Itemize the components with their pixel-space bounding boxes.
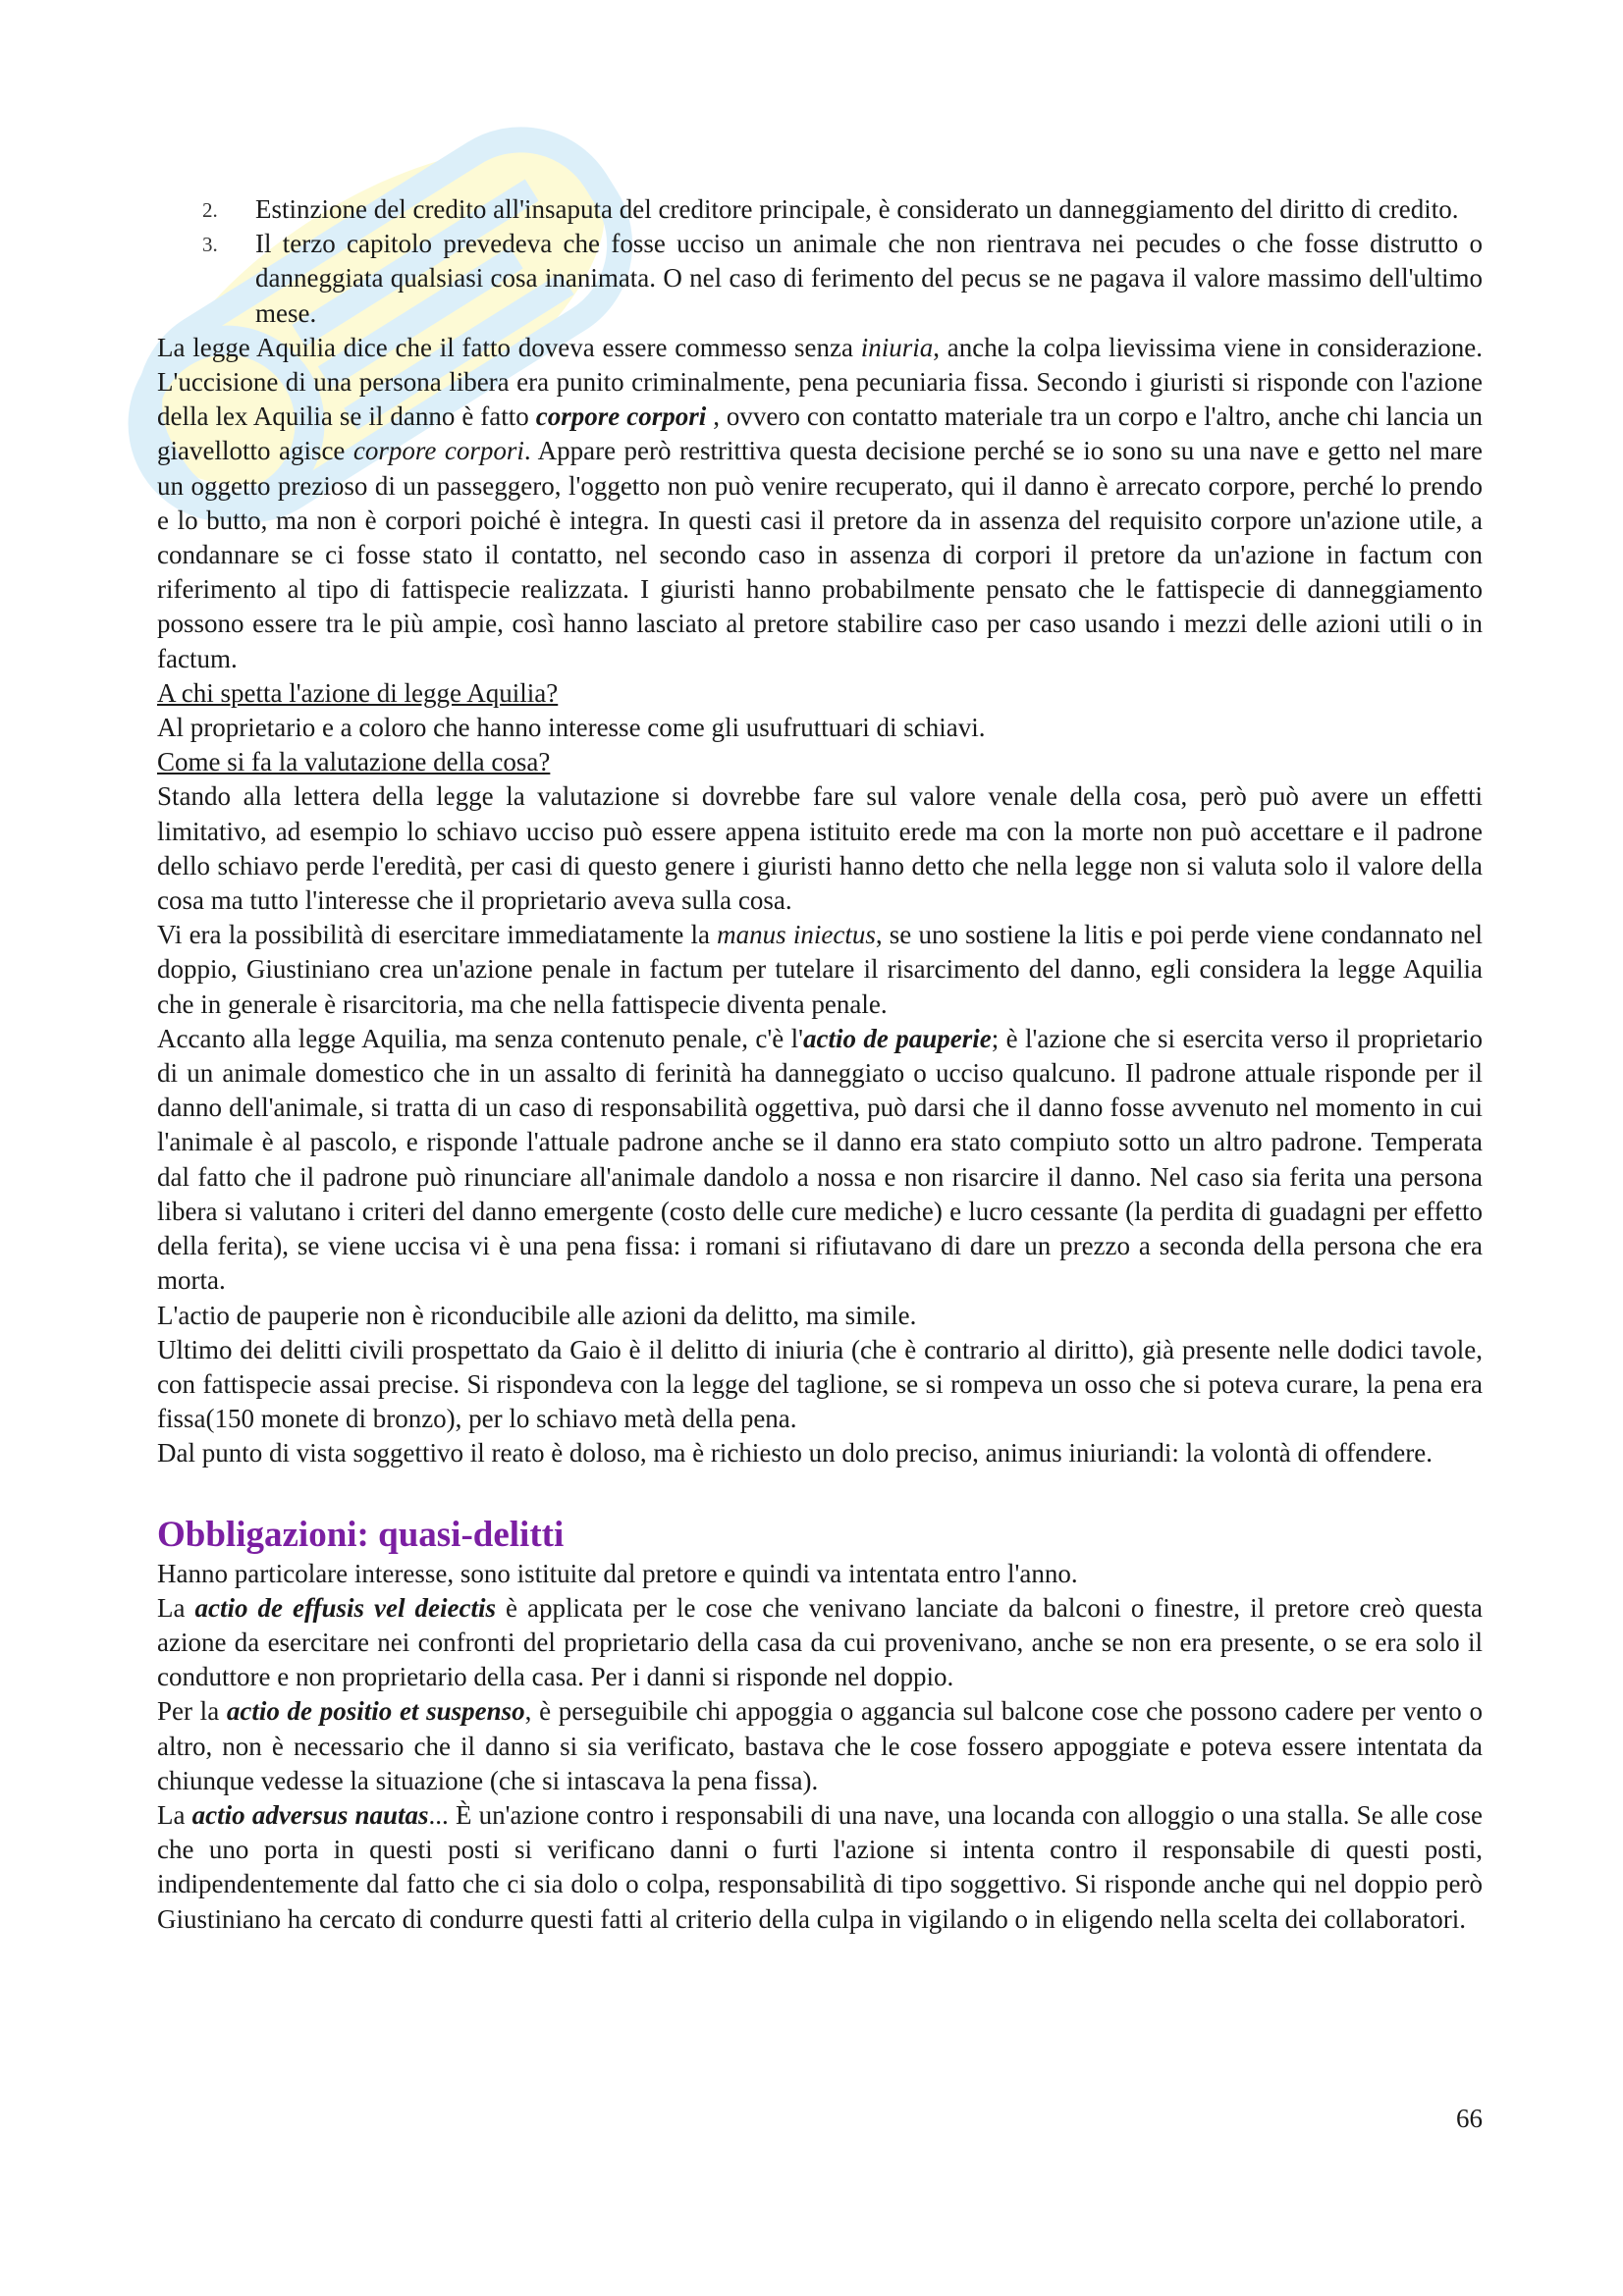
paragraph-manus-iniectus: Vi era la possibilità di esercitare immediatamente la manus iniectus, se uno sostiene la litis e poi perde viene condannato nel doppio, Giustiniano crea un'azione penale in factum per tutelare il risarcimento del danno, egli considera la legge Aquilia che in generale è risarcitoria, ma che nella fattispecie diventa penale. (157, 920, 1483, 1019)
paragraph-nautas: La actio adversus nautas... È un'azione contro i responsabili di una nave, una locanda con alloggio o una stalla. Se alle cose che uno porta in questi posti si verificano danni o furti l'azione si intenta contro il responsabile di questi posti, indipendentemente dal fatto che ci sia dolo o colpa, responsabilità di tipo soggettivo. Si risponde anche qui nel doppio però Giustiniano ha cercato di condurre questi fatti al criterio della culpa in vigilando o in eligendo nella scelta dei collaboratori. (157, 1799, 1483, 1934)
numbered-list (157, 192, 1483, 331)
list-item (157, 192, 1483, 227)
list-item (157, 227, 1483, 331)
paragraph-riconducibile: L'actio de pauperie non è riconducibile alle azioni da delitto, ma simile. (157, 1300, 917, 1330)
paragraph-doloso: Dal punto di vista soggettivo il reato è doloso, ma è richiesto un dolo preciso, animus iniuriandi: la volontà di offendere. (157, 1438, 1433, 1468)
paragraph-positio: Per la actio de positio et suspenso, è perseguibile chi appoggia o aggancia sul balcone cose che possono cadere per vento o altro, non è necessario che il danno si sia verificato, bastava che le cose fossero appoggiate e poteva essere intentata da chiunque vedesse la situazione (che si intascava la pena fissa). (157, 1696, 1483, 1795)
paragraph-actio-de-pauperie: Accanto alla legge Aquilia, ma senza contenuto penale, c'è l'actio de pauperie; è l'azione che si esercita verso il proprietario di un animale domestico che in un assalto di ferinità ha danneggiato o ucciso qualcuno. Il padrone attuale risponde per il danno dell'animale, si tratta di un caso di responsabilità oggettiva, può darsi che il danno fosse avvenuto nel momento in cui l'animale è al pascolo, e risponde l'attuale padrone anche se il danno era stato compiuto sotto un altro padrone. Temperata dal fatto che il padrone può rinunciare all'animale dandolo a nossa e non risarcire il danno. Nel caso sia ferita una persona libera si valutano i criteri del danno emergente (costo delle cure mediche) e lucro cessante (la perdita di guadagni per effetto della ferita), se viene uccisa vi è una pena fissa: i romani si rifiutavano di dare un prezzo a seconda della persona che era morta. (157, 1023, 1483, 1296)
answer-paragraph: Al proprietario e a coloro che hanno interesse come gli usufruttuari di schiavi. (157, 713, 986, 743)
paragraph-iniuria: Ultimo dei delitti civili prospettato da Gaio è il delitto di iniuria (che è contrario al diritto), già presente nelle dodici tavole, con fattispecie assai precise. Si rispondeva con la legge del taglione, se si rompeva un osso che si poteva curare, la pena era fissa(150 monete di bronzo), per lo schiavo metà della pena. (157, 1334, 1483, 1434)
answer-paragraph: Stando alla lettera della legge la valutazione si dovrebbe fare sul valore venale della cosa, però può avere un effetti limitativo, ad esempio lo schiavo ucciso può essere appena istituito erede ma con la morte non può accettare e il padrone dello schiavo perde l'eredità, per casi di questo genere i giuristi hanno detto che nella legge non si valuta solo il valore della cosa ma tutto l'interesse che il proprietario aveva sulla cosa. (157, 781, 1483, 916)
paragraph-effusis: La actio de effusis vel deiectis è applicata per le cose che venivano lanciate da balconi o finestre, il pretore creò questa azione da esercitare nei confronti del proprietario della casa da cui provenivano, anche se non era presente, o se era solo il conduttore e non proprietario della casa. Per i danni si risponde nel doppio. (157, 1592, 1484, 1692)
paragraph-lex-aquilia: La legge Aquilia dice che il fatto doveva essere commesso senza iniuria, anche la colpa lievissima viene in considerazione. L'uccisione di una persona libera era punito criminalmente, pena pecuniaria fissa. Secondo i giuristi si risponde con l'azione della lex Aquilia se il danno è fatto corpore corpori , ovvero con contatto materiale tra un corpo e l'altro, anche chi lancia un giavellotto agisce corpore corpori. Appare però restrittiva questa decisione perché se io sono su una nave e getto nel mare un oggetto prezioso di un passeggero, l'oggetto non può venire recuperato, qui il danno è arrecato corpore, perché lo prendo e lo butto, ma non è corpori poiché è integra. In questi casi il pretore da in assenza del requisito corpore un'azione utile, a condannare se ci fosse stato il contatto, nel secondo caso in assenza di corpori il pretore da un'azione in factum con riferimento al tipo di fattispecie realizzata. I giuristi hanno probabilmente pensato che le fattispecie di danneggiamento possono essere tra le più ampie, così hanno lasciato al pretore stabilire caso per caso usando i mezzi delle azioni utili o in factum. (157, 332, 1484, 673)
question-heading: Come si fa la valutazione della cosa? (157, 747, 551, 777)
paragraph-interesse: Hanno particolare interesse, sono istituite dal pretore e quindi va intentata entro l'anno. (157, 1558, 1078, 1588)
question-heading: A chi spetta l'azione di legge Aquilia? (157, 677, 559, 708)
list-number: 3. (202, 233, 218, 257)
section-heading: Obbligazioni: quasi-delitti (157, 1514, 565, 1555)
list-number: 2. (202, 198, 218, 222)
list-item-text: Il terzo capitolo prevedeva che fosse ucciso un animale che non rientrava nei pecudes o che fosse distrutto o danneggiata qualsiasi cosa inanimata. O nel caso di ferimento del pecus se ne pagava il valore massimo dell'ultimo mese. (255, 229, 1483, 328)
list-item-text: Estinzione del credito all'insaputa del creditore principale, è considerato un danneggiamento del diritto di credito. (255, 194, 1459, 224)
document-body (157, 192, 1483, 1937)
page-number: 66 (1456, 2104, 1483, 2133)
